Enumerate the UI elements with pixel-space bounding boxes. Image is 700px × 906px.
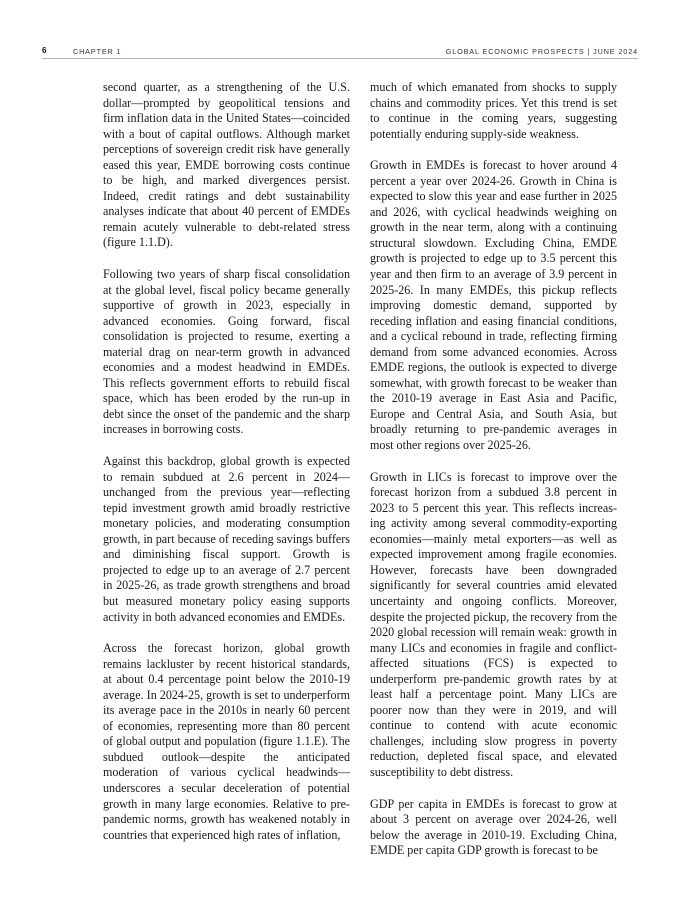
publication-title: GLOBAL ECONOMIC PROSPECTS | JUNE 2024 [445, 46, 638, 56]
paragraph: Growth in LICs is forecast to improve over the forecast horizon from a subdued 3.8 percent in 2023 to 5 percent this year. This reflects increas-ing activity among several commodity-exporting economies—mainly metal exporters—as well as expected improvement among fragile economies. However, forecasts have been downgraded significantly for several countries amid elevated uncertainty and ongoing conflicts. Moreover, despite the projected pickup, the recovery from the 2020 global recession will remain weak: growth in many LICs and economies in fragile and conflict-affected situations (FCS) is expected to underperform pre-pandemic growth rates by at least half a percentage point. Many LICs are poorer now than they were in 2019, and will continue to contend with acute economic challenges, including slow progress in poverty reduction, depleted fiscal space, and elevated susceptibility to debt distress. [370, 469, 617, 779]
page-number: 6 [42, 46, 48, 55]
paragraph: second quarter, as a strengthening of the U.S. dollar—prompted by geopolitical tensions and firm inflation data in the United States—coincided with a bout of capital outflows. Although market perceptions of sovereign credit risk have generally eased this year, EMDE borrowing costs continue to be high, and marked divergences persist. Indeed, credit ratings and debt sustainability analyses indicate that about 40 percent of EMDEs remain acutely vulnerable to debt-related stress (figure 1.1.D). [103, 80, 350, 250]
right-column [370, 80, 617, 875]
running-header [42, 42, 638, 59]
paragraph: much of which emanated from shocks to supply chains and commodity prices. Yet this trend is set to continue in the coming years, suggesting potentially enduring supply-side weakness. [370, 80, 617, 141]
paragraph: Across the forecast horizon, global growth remains lackluster by recent historical standards, at about 0.4 percentage point below the 2010-19 average. In 2024-25, growth is set to underperform its average pace in the 2010s in nearly 60 percent of economies, representing more than 80 percent of global output and population (figure 1.1.E). The subdued outlook—despite the anticipated moderation of various cyclical headwinds—underscores a secular deceleration of potential growth in many large economies. Relative to pre-pandemic norms, growth has weakened notably in countries that experienced high rates of inflation, [103, 641, 350, 842]
paragraph: Following two years of sharp fiscal consolidation at the global level, fiscal policy became generally supportive of growth in 2023, especially in advanced economies. Going forward, fiscal consolidation is projected to resume, exerting a material drag on near-term growth in advanced economies and a modest headwind in EMDEs. This reflects government efforts to rebuild fiscal space, which has been eroded by the run-up in debt since the onset of the pandemic and the sharp increases in borrowing costs. [103, 267, 350, 437]
paragraph: GDP per capita in EMDEs is forecast to grow at about 3 percent on average over 2024-26, well below the average in 2010-19. Excluding China, EMDE per capita GDP growth is forecast to be [370, 796, 617, 858]
paragraph: Against this backdrop, global growth is expected to remain subdued at 2.6 percent in 2024—unchanged from the previous year—reflecting tepid investment growth amid broadly restrictive monetary policies, and moderating consumption growth, in part because of receding savings buffers and diminishing fiscal support. Growth is projected to edge up to an average of 2.7 percent in 2025-26, as trade growth strengthens and broad but measured monetary policy easing supports activity in both advanced economies and EMDEs. [103, 454, 350, 624]
chapter-label: CHAPTER 1 [73, 46, 122, 56]
left-column [103, 80, 350, 859]
paragraph: Growth in EMDEs is forecast to hover around 4 percent a year over 2024-26. Growth in China is expected to slow this year and ease further in 2025 and 2026, with cyclical headwinds weighing on growth in the near term, along with a continuing structural slowdown. Excluding China, EMDE growth is projected to edge up to 3.5 percent this year and then firm to an average of 3.9 percent in 2025-26. In many EMDEs, this pickup reflects improving domestic demand, supported by receding inflation and easing financial conditions, and a cyclical rebound in trade, reflecting firming demand from some advanced economies. Across EMDE regions, the outlook is expected to diverge somewhat, with growth forecast to be weaker than the 2010-19 average in East Asia and Pacific, Europe and Central Asia, and South Asia, but broadly returning to pre-pandemic averages in most other regions over 2025-26. [370, 158, 617, 453]
